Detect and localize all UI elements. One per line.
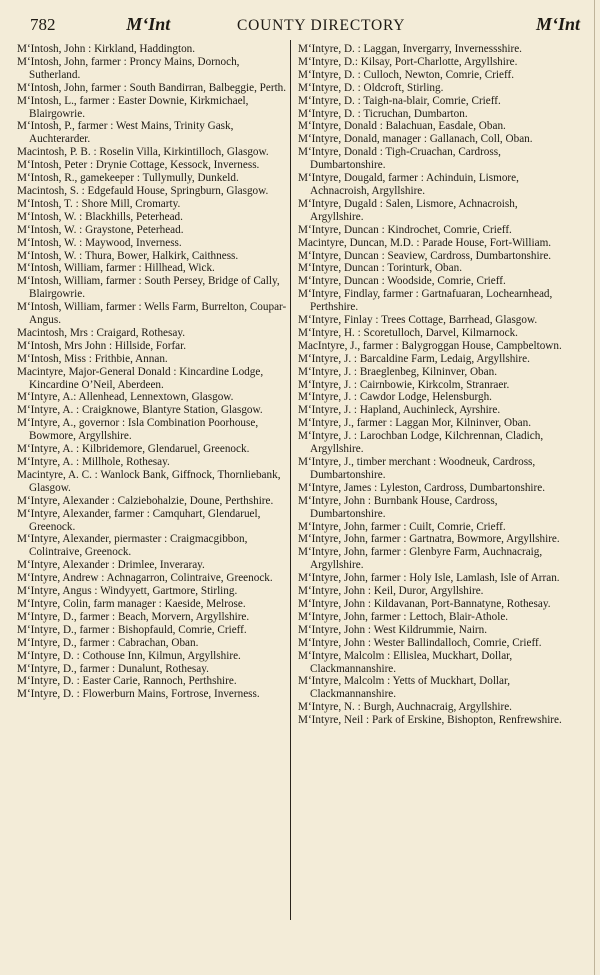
directory-entry: Macintosh, S. : Edgefauld House, Springburn, Glasgow. bbox=[17, 184, 269, 197]
directory-entry: M‘Intyre, Alexander, piermaster : Craigmacgibbon, Colintraive, Greenock. bbox=[17, 533, 248, 559]
directory-entry: M‘Intyre, Colin, farm manager : Kaeside, Melrose. bbox=[17, 597, 246, 610]
directory-entry: M‘Intyre, A.: Allenhead, Lennextown, Glasgow. bbox=[17, 391, 234, 404]
directory-entry: M‘Intyre, D. : Flowerburn Mains, Fortrose, Inverness. bbox=[17, 688, 260, 701]
directory-entry: M‘Intosh, William, farmer : Hillhead, Wick. bbox=[17, 262, 215, 275]
directory-entry: M‘Intyre, J. : Barcaldine Farm, Ledaig, Argyllshire. bbox=[298, 352, 530, 365]
directory-entry: M‘Intyre, Duncan : Torinturk, Oban. bbox=[298, 262, 462, 275]
directory-entry: M‘Intyre, H. : Scoretulloch, Darvel, Kilmarnock. bbox=[298, 326, 518, 339]
directory-entry: M‘Intyre, D., farmer : Cabrachan, Oban. bbox=[17, 636, 199, 649]
directory-entry: M‘Intyre, D. : Oldcroft, Stirling. bbox=[298, 81, 444, 94]
directory-entry: M‘Intosh, John : Kirkland, Haddington. bbox=[17, 43, 196, 55]
page-edge-rule bbox=[594, 0, 595, 975]
directory-entry: M‘Intosh, Miss : Frithbie, Annan. bbox=[17, 352, 168, 365]
directory-entry: M‘Intyre, Duncan : Kindrochet, Comrie, Crieff. bbox=[298, 223, 512, 236]
directory-entry: M‘Intyre, D., farmer : Beach, Morvern, Argyllshire. bbox=[17, 610, 250, 623]
directory-entry: M‘Intyre, D., farmer : Bishopfauld, Comrie, Crieff. bbox=[17, 623, 247, 636]
directory-entry: M‘Intyre, Donald : Tigh-Cruachan, Cardross, Dumbartonshire. bbox=[298, 146, 501, 172]
directory-entry: M‘Intyre, D. : Ticruchan, Dumbarton. bbox=[298, 107, 468, 120]
directory-entry: M‘Intyre, Alexander : Drimlee, Inveraray. bbox=[17, 559, 205, 572]
directory-entry: M‘Intyre, John : Kildavanan, Port-Bannatyne, Rothesay. bbox=[298, 597, 551, 610]
directory-entry: M‘Intyre, John, farmer : Glenbyre Farm, Auchnacraig, Argyllshire. bbox=[298, 546, 543, 572]
directory-entry: M‘Intyre, John : Keil, Duror, Argyllshire. bbox=[298, 585, 484, 598]
directory-entry: Macintyre, Major-General Donald : Kincardine Lodge, Kincardine O’Neil, Aberdeen. bbox=[17, 365, 264, 391]
directory-entry: Macintosh, Mrs : Craigard, Rothesay. bbox=[17, 326, 185, 339]
page-number: 782 bbox=[30, 15, 56, 34]
directory-entry: M‘Intyre, D. : Easter Carie, Rannoch, Perthshire. bbox=[17, 675, 237, 688]
directory-entry: Macintyre, A. C. : Wanlock Bank, Giffnock, Thornliebank, Glasgow. bbox=[17, 468, 281, 494]
directory-entry: M‘Intosh, John, farmer : Proncy Mains, Dornoch, Sutherland. bbox=[17, 55, 240, 81]
directory-entry: M‘Intyre, Donald, manager : Gallanach, Coll, Oban. bbox=[298, 133, 533, 146]
directory-entry: M‘Intyre, J. : Cairnbowie, Kirkcolm, Stranraer. bbox=[298, 378, 510, 391]
directory-entry: M‘Intyre, Duncan : Seaview, Cardross, Dumbartonshire. bbox=[298, 249, 552, 262]
directory-entry: M‘Intyre, Finlay : Trees Cottage, Barrhead, Glasgow. bbox=[298, 314, 538, 327]
directory-entry: M‘Intyre, John, farmer : Lettoch, Blair-Athole. bbox=[298, 610, 509, 623]
directory-entry: M‘Intyre, D. : Culloch, Newton, Comrie, Crieff. bbox=[298, 68, 515, 81]
directory-entry: M‘Intyre, Andrew : Achnagarron, Colintraive, Greenock. bbox=[17, 572, 273, 585]
directory-entry: M‘Intyre, James : Lyleston, Cardross, Dumbartonshire. bbox=[298, 481, 546, 494]
directory-entry: M‘Intyre, J., timber merchant : Woodneuk, Cardross, Dumbartonshire. bbox=[298, 456, 536, 481]
directory-entry: M‘Intyre, A., governor : Isla Combination Poorhouse, Bowmore, Argyllshire. bbox=[17, 417, 259, 443]
directory-entry: M‘Intosh, Peter : Drynie Cottage, Kessock, Inverness. bbox=[17, 159, 260, 172]
directory-entry: M‘Intyre, Alexander, farmer : Camquhart, Glendaruel, Greenock. bbox=[17, 507, 261, 533]
directory-entry: M‘Intyre, John : West Kildrummie, Nairn. bbox=[298, 623, 488, 636]
directory-entry: M‘Intyre, John : Wester Ballindalloch, Comrie, Crieff. bbox=[298, 636, 542, 649]
right-column bbox=[298, 43, 570, 727]
directory-entry: M‘Intosh, P., farmer : West Mains, Trinity Gask, Auchterarder. bbox=[17, 120, 234, 146]
directory-entry: M‘Intosh, W. : Blackhills, Peterhead. bbox=[17, 210, 183, 223]
directory-entry: M‘Intyre, John : Burnbank House, Cardross, Dumbartonshire. bbox=[298, 494, 498, 520]
directory-entry: M‘Intosh, Mrs John : Hillside, Forfar. bbox=[17, 339, 187, 352]
header-left-key: M‘Int bbox=[126, 14, 171, 34]
directory-entry: M‘Intyre, John, farmer : Holy Isle, Lamlash, Isle of Arran. bbox=[298, 572, 560, 585]
directory-entry: Macintosh, P. B. : Roselin Villa, Kirkintilloch, Glasgow. bbox=[17, 146, 269, 159]
directory-entry: M‘Intyre, Malcolm : Yetts of Muckhart, Dollar, Clackmannanshire. bbox=[298, 675, 511, 701]
directory-entry: M‘Intosh, L., farmer : Easter Downie, Kirkmichael, Blairgowrie. bbox=[17, 94, 249, 120]
directory-entry: M‘Intyre, A. : Kilbridemore, Glendaruel, Greenock. bbox=[17, 443, 250, 456]
left-column bbox=[17, 43, 289, 701]
directory-entry: M‘Intyre, A. : Craigknowe, Blantyre Station, Glasgow. bbox=[17, 404, 263, 417]
directory-entry: M‘Intyre, D. : Laggan, Invergarry, Invernessshire. bbox=[298, 43, 522, 55]
directory-entry: M‘Intyre, John, farmer : Cuilt, Comrie, Crieff. bbox=[298, 520, 506, 533]
directory-entry: M‘Intyre, J. : Braeglenbeg, Kilninver, Oban. bbox=[298, 365, 498, 378]
directory-entry: M‘Intosh, R., gamekeeper : Tullymully, Dunkeld. bbox=[17, 172, 239, 185]
directory-entry: M‘Intyre, Alexander : Calziebohalzie, Doune, Perthshire. bbox=[17, 494, 274, 507]
directory-entry: M‘Intyre, D. : Taigh-na-blair, Comrie, Crieff. bbox=[298, 94, 501, 107]
directory-entry: M‘Intosh, William, farmer : South Persey, Bridge of Cally, Blairgowrie. bbox=[17, 275, 280, 301]
directory-entry: M‘Intyre, D.: Kilsay, Port-Charlotte, Argyllshire. bbox=[298, 55, 518, 68]
directory-entry: M‘Intosh, W. : Graystone, Peterhead. bbox=[17, 223, 184, 236]
directory-entry: M‘Intyre, J., farmer : Laggan Mor, Kilninver, Oban. bbox=[298, 417, 532, 430]
directory-entry: M‘Intosh, John, farmer : South Bandirran, Balbeggie, Perth. bbox=[17, 81, 287, 94]
directory-entry: M‘Intyre, Donald : Balachuan, Easdale, Oban. bbox=[298, 120, 506, 133]
directory-entry: M‘Intyre, Duncan : Woodside, Comrie, Crieff. bbox=[298, 275, 506, 288]
directory-entry: M‘Intyre, N. : Burgh, Auchnacraig, Argyllshire. bbox=[298, 701, 512, 714]
directory-entry: M‘Intyre, John, farmer : Gartnatra, Bowmore, Argyllshire. bbox=[298, 533, 560, 546]
column-divider bbox=[290, 40, 291, 920]
header-title: COUNTY DIRECTORY bbox=[236, 17, 406, 34]
directory-entry: M‘Intyre, Angus : Windyyett, Gartmore, Stirling. bbox=[17, 585, 238, 598]
directory-entry: M‘Intyre, Findlay, farmer : Gartnafuaran, Lochearnhead, Perthshire. bbox=[298, 288, 553, 314]
directory-entry: M‘Intosh, W. : Thura, Bower, Halkirk, Caithness. bbox=[17, 249, 239, 262]
directory-entry: M‘Intosh, W. : Maywood, Inverness. bbox=[17, 236, 182, 249]
directory-entry: M‘Intyre, A. : Millhole, Rothesay. bbox=[17, 456, 170, 468]
directory-entry: M‘Intyre, Neil : Park of Erskine, Bishopton, Renfrewshire. bbox=[298, 714, 562, 727]
page-header bbox=[30, 14, 580, 44]
directory-entry: M‘Intyre, Dougald, farmer : Achinduin, Lismore, Achnacroish, Argyllshire. bbox=[298, 172, 519, 197]
directory-entry: M‘Intyre, J. : Hapland, Auchinleck, Ayrshire. bbox=[298, 404, 501, 417]
directory-entry: M‘Intosh, T. : Shore Mill, Cromarty. bbox=[17, 197, 181, 210]
directory-entry: M‘Intyre, J. : Cawdor Lodge, Helensburgh. bbox=[298, 391, 492, 404]
directory-entry: M‘Intosh, William, farmer : Wells Farm, Burrelton, Coupar-Angus. bbox=[17, 301, 287, 327]
directory-entry: M‘Intyre, Malcolm : Ellislea, Muckhart, Dollar, Clackmannanshire. bbox=[298, 649, 513, 675]
directory-entry: Macintyre, Duncan, M.D. : Parade House, Fort-William. bbox=[298, 236, 552, 249]
directory-entry: M‘Intyre, D., farmer : Dunalunt, Rothesay. bbox=[17, 662, 209, 675]
directory-entry: M‘Intyre, J. : Larochban Lodge, Kilchrennan, Cladich, Argyllshire. bbox=[298, 430, 544, 456]
header-right-key: M‘Int bbox=[535, 14, 580, 34]
directory-entry: M‘Intyre, D. : Cothouse Inn, Kilmun, Argyllshire. bbox=[17, 649, 241, 662]
directory-entry: M‘Intyre, Dugald : Salen, Lismore, Achnacroish, Argyllshire. bbox=[298, 197, 518, 223]
directory-entry: MacIntyre, J., farmer : Balygroggan House, Campbeltown. bbox=[298, 339, 562, 352]
